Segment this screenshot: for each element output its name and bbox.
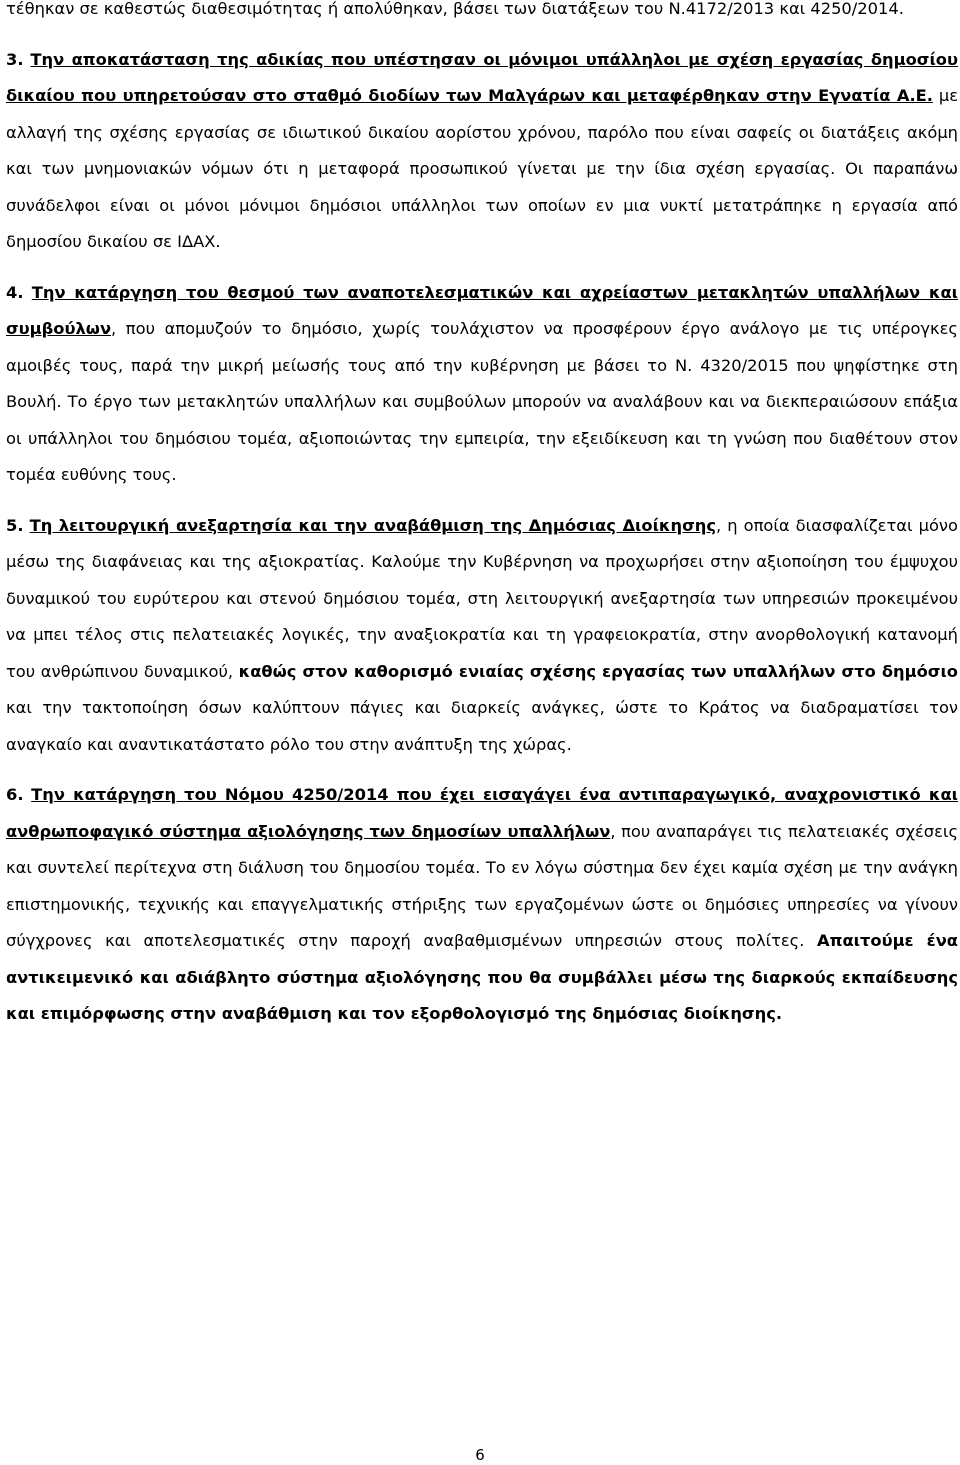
list-number: 3. [6, 49, 24, 69]
list-item-text: , που αναπαράγει τις πελατειακές σχέσεις και συντελεί περίτεχνα στη διάλυση του δημοσίου τομέα. Το εν λόγω σύστημα δεν έχει καμία σχέση με την ανάγκη επιστημονικής, τεχνικής και επαγγελματικής στήριξης των εργαζομένων ώστε οι δημόσιες υπηρεσίες να γίνουν σύγχρονες και αποτελεσματικές στην παροχή αναβαθμισμένων υπηρεσιών στους πολίτες. [6, 821, 958, 950]
list-item-bold-text: καθώς στον καθορισμό ενιαίας σχέσης εργασίας των υπαλλήλων στο δημόσιο [238, 661, 958, 681]
list-item-text: και την τακτοποίηση όσων καλύπτουν πάγιες και διαρκείς ανάγκες, ώστε το Κράτος να διαδραματίσει τον αναγκαίο και αναντικατάστατο ρόλο του στην ανάπτυξη της χώρας. [6, 698, 958, 754]
list-item-5 [6, 508, 958, 764]
paragraph-text: τέθηκαν σε καθεστώς διαθεσιμότητας ή απολύθηκαν, βάσει των διατάξεων του Ν.4172/2013 και 4250/2014. [6, 0, 904, 18]
list-number: 6. [6, 785, 24, 804]
list-item-title: Την κατάργηση του Νόμου 4250/2014 που έχει εισαγάγει ένα αντιπαραγωγικό, αναχρονιστικό και ανθρωποφαγικό σύστημα αξιολόγησης των δημοσίων υπαλλήλων [6, 785, 958, 841]
list-item-text: με αλλαγή της σχέσης εργασίας σε ιδιωτικού δικαίου αορίστου χρόνου, παρόλο που είναι σαφείς οι διατάξεις ακόμη και των μνημονιακών νόμων ότι η μεταφορά προσωπικού γίνεται με την ίδια σχέση εργασίας. Οι παραπάνω συνάδελφοι είναι οι μόνοι μόνιμοι δημόσιοι υπάλληλοι των οποίων εν μια νυκτί μετατράπηκε η εργασία από δημοσίου δικαίου σε ΙΔΑΧ. [6, 86, 958, 251]
page-number: 6 [475, 1446, 485, 1464]
list-item-4 [6, 275, 958, 494]
list-item-text: , που απομυζούν το δημόσιο, χωρίς τουλάχιστον να προσφέρουν έργο ανάλογο με τις υπέρογκες αμοιβές τους, παρά την μικρή μείωσής τους από την κυβέρνηση με βάσει το Ν. 4320/2015 που ψηφίστηκε στη Βουλή. Το έργο των μετακλητών υπαλλήλων και συμβούλων μπορούν να αναλάβουν και να διεκπεραιώσουν επάξια οι υπάλληλοι του δημόσιου τομέα, αξιοποιώντας την εμπειρία, την εξειδίκευση και τη γνώση που διαθέτουν στον τομέα ευθύνης τους. [6, 319, 958, 484]
list-item-title: Τη λειτουργική ανεξαρτησία και την αναβάθμιση της Δημόσιας Διοίκησης [29, 515, 716, 535]
list-item-text: , η οποία διασφαλίζεται μόνο μέσω της διαφάνειας και της αξιοκρατίας. Καλούμε την Κυβέρνηση να προχωρήσει στην αξιοποίηση του έμψυχου δυναμικού του ευρύτερου και στενού δημόσιου τομέα, στη λειτουργική ανεξαρτησία των υπηρεσιών προκειμένου να μπει τέλος στις πελατειακές λογικές, την αναξιοκρατία και τη γραφειοκρατία, στην ανορθολογική κατανομή του ανθρώπινου δυναμικού, [6, 515, 958, 681]
paragraph-continuation [6, 0, 958, 28]
list-number: 5. [6, 515, 24, 535]
list-item-title: Την αποκατάσταση της αδικίας που υπέστησαν οι μόνιμοι υπάλληλοι με σχέση εργασίας δημοσίου δικαίου που υπηρετούσαν στο σταθμό διοδίων των Μαλγάρων και μεταφέρθηκαν στην Εγνατία Α.Ε. [6, 49, 958, 105]
list-item-bold-text: Απαιτούμε ένα αντικειμενικό και αδιάβλητο σύστημα αξιολόγησης που θα συμβάλλει μέσω της διαρκούς εκπαίδευσης και επιμόρφωσης στην αναβάθμιση και τον εξορθολογισμό της δημόσιας διοίκησης. [6, 931, 958, 1023]
list-item-3 [6, 42, 958, 261]
list-item-title: Την κατάργηση του θεσμού των αναποτελεσματικών και αχρείαστων μετακλητών υπαλλήλων και συμβούλων [6, 282, 958, 338]
list-item-6 [6, 777, 958, 1033]
list-number: 4. [6, 282, 24, 302]
